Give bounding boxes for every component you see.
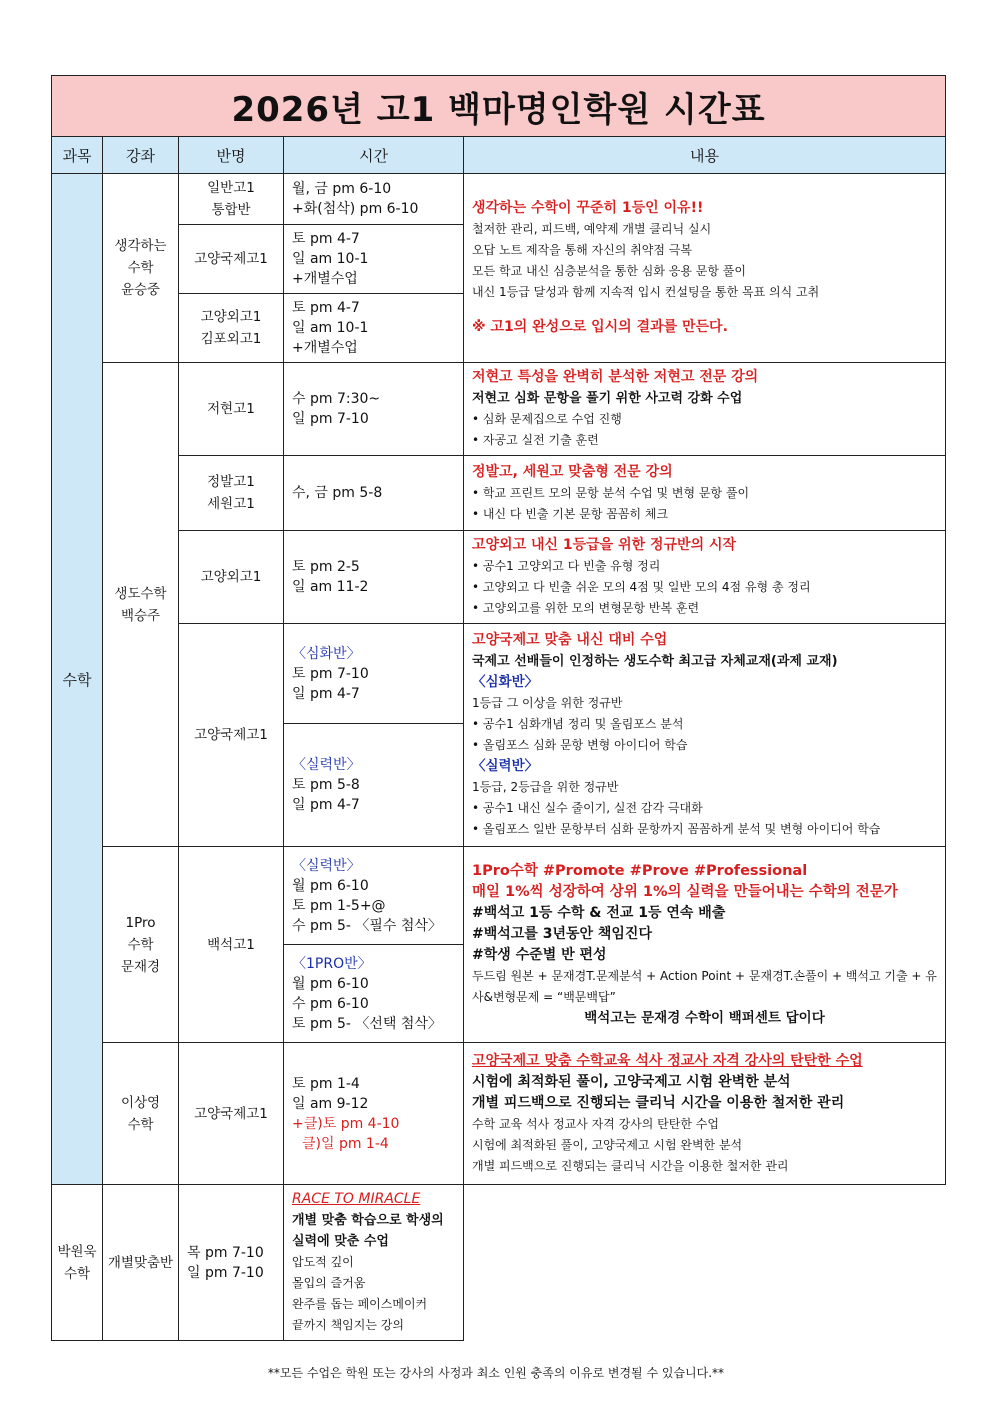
time-individual: 목 pm 7-10 일 pm 7-10 <box>179 1185 284 1341</box>
class-jeohyeon: 저현고1 <box>179 363 284 456</box>
class-baekseok: 백석고1 <box>179 847 284 1043</box>
class-goyang-intl-lee: 고양국제고1 <box>179 1043 284 1185</box>
time-1pro-class: 〈1PRO반〉 월 pm 6-10 수 pm 6-10 토 pm 5- 〈선택 첨삭〉 <box>284 945 464 1043</box>
time-foreign-lang: 토 pm 4-7 일 am 10-1 +개별수업 <box>284 294 464 363</box>
class-general: 일반고1 통합반 <box>179 174 284 225</box>
course-lee-math: 이상영 수학 <box>103 1043 179 1185</box>
content-lee-math: 고양국제고 맞춤 수학교육 석사 정교사 자격 강사의 탄탄한 수업 시험에 최적화된 풀이, 고양국제고 시험 완벽한 분석 개별 피드백으로 진행되는 클리닉 시간을 이용한 철저한 관리 수학 교육 석사 정교사 자격 강사의 탄탄한 수업 시험에 최적화된 풀이, 고양국제고 시험 완벽한 분석 개별 피드백으로 진행되는 클리닉 시간을 이용한 철저한 관리 <box>464 1043 946 1185</box>
class-goyang-foreign: 고양외고1 <box>179 531 284 624</box>
class-jeongbal-sewon: 정발고1 세원고1 <box>179 456 284 531</box>
header-row <box>52 137 946 174</box>
course-park-math: 박원욱 수학 <box>52 1185 103 1341</box>
timetable <box>51 75 946 1341</box>
header-time: 시간 <box>284 137 464 174</box>
content-goyang-intl-saengdo: 고양국제고 맞춤 내신 대비 수업 국제고 선배들이 인정하는 생도수학 최고급 자체교재(과제 교재) 〈심화반〉 1등급 그 이상을 위한 정규반 • 공수1 심화개념 정리 및 올림포스 분석 • 올림포스 심화 문항 변형 아이디어 학습 〈실력반〉 1등급, 2등급을 위한 정규반 • 공수1 내신 실수 줄이기, 실전 감각 극대화 • 올림포스 일반 문항부터 심화 문항까지 꼼꼼하게 분석 및 변형 아이디어 학습 <box>464 624 946 847</box>
content-goyang-foreign: 고양외고 내신 1등급을 위한 정규반의 시작 • 공수1 고양외고 다 빈출 유형 정리 • 고양외고 다 빈출 쉬운 모의 4점 및 일반 모의 4점 유형 총 정리 • 고양외고를 위한 모의 변형문항 반복 훈련 <box>464 531 946 624</box>
course-thinking-math: 생각하는 수학 윤승중 <box>103 174 179 363</box>
time-general: 월, 금 pm 6-10 +화(첨삭) pm 6-10 <box>284 174 464 225</box>
content-jeongbal-sewon: 정발고, 세원고 맞춤형 전문 강의 • 학교 프린트 모의 문항 분석 수업 및 변형 문항 풀이 • 내신 다 빈출 기본 문항 꼼꼼히 체크 <box>464 456 946 531</box>
time-goyang-intl: 토 pm 4-7 일 am 10-1 +개별수업 <box>284 225 464 294</box>
class-foreign-lang: 고양외고1 김포외고1 <box>179 294 284 363</box>
header-subject: 과목 <box>52 137 103 174</box>
content-1pro: 1Pro수학 #Promote #Prove #Professional 매일 1%씩 성장하여 상위 1%의 실력을 만들어내는 수학의 전문가 #백석고 1등 수학 & 전교 1등 연속 배출 #백석고를 3년동안 책임진다 #학생 수준별 반 편성 두드림 원본 + 문재경T.문제분석 + Action Point + 문재경T.손풀이 + 백석고 기출 + 유사&변형문제 = “백문백답” 백석고는 문재경 수학이 백퍼센트 답이다 <box>464 847 946 1043</box>
class-goyang-intl: 고양국제고1 <box>179 225 284 294</box>
header-course: 강좌 <box>103 137 179 174</box>
subject-math: 수학 <box>52 174 103 1185</box>
time-goyang-intl-lee: 토 pm 1-4 일 am 9-12 +클)토 pm 4-10 클)일 pm 1-4 <box>284 1043 464 1185</box>
course-1pro-math: 1Pro 수학 문재경 <box>103 847 179 1043</box>
time-skill-class: 〈실력반〉 토 pm 5-8 일 pm 4-7 <box>284 724 464 847</box>
class-goyang-intl-saengdo: 고양국제고1 <box>179 624 284 847</box>
time-jeohyeon: 수 pm 7:30~ 일 pm 7-10 <box>284 363 464 456</box>
header-class: 반명 <box>179 137 284 174</box>
content-park-math: RACE TO MIRACLE 개별 맞춤 학습으로 학생의 실력에 맞춘 수업 압도적 깊이 몰입의 즐거움 완주를 돕는 페이스메이커 끝까지 책임지는 강의 <box>284 1185 464 1341</box>
time-goyang-foreign: 토 pm 2-5 일 am 11-2 <box>284 531 464 624</box>
content-thinking-math: 생각하는 수학이 꾸준히 1등인 이유!! 철저한 관리, 피드백, 예약제 개별 클리닉 실시 오답 노트 제작을 통해 자신의 취약점 극복 모든 학교 내신 심층분석을 통한 심화 응용 문항 풀이 내신 1등급 달성과 함께 지속적 입시 컨설팅을 통한 목표 의식 고취 ※ 고1의 완성으로 입시의 결과를 만든다. <box>464 174 946 363</box>
timetable-sheet <box>51 75 945 1341</box>
footer-note: **모든 수업은 학원 또는 강사의 사정과 최소 인원 충족의 이유로 변경될 수 있습니다.** <box>267 1366 725 1380</box>
time-jeongbal-sewon: 수, 금 pm 5-8 <box>284 456 464 531</box>
header-content: 내용 <box>464 137 946 174</box>
course-saengdo-math: 생도수학 백승주 <box>103 363 179 847</box>
content-jeohyeon: 저현고 특성을 완벽히 분석한 저현고 전문 강의 저현고 심화 문항을 풀기 위한 사고력 강화 수업 • 심화 문제집으로 수업 진행 • 자공고 실전 기출 훈련 <box>464 363 946 456</box>
class-individual: 개별맞춤반 <box>103 1185 179 1341</box>
page-title: 2026년 고1 백마명인학원 시간표 <box>52 76 946 137</box>
time-advanced-class: 〈심화반〉 토 pm 7-10 일 pm 4-7 <box>284 624 464 724</box>
time-skill-class-1pro: 〈실력반〉 월 pm 6-10 토 pm 1-5+@ 수 pm 5- 〈필수 첨삭〉 <box>284 847 464 945</box>
